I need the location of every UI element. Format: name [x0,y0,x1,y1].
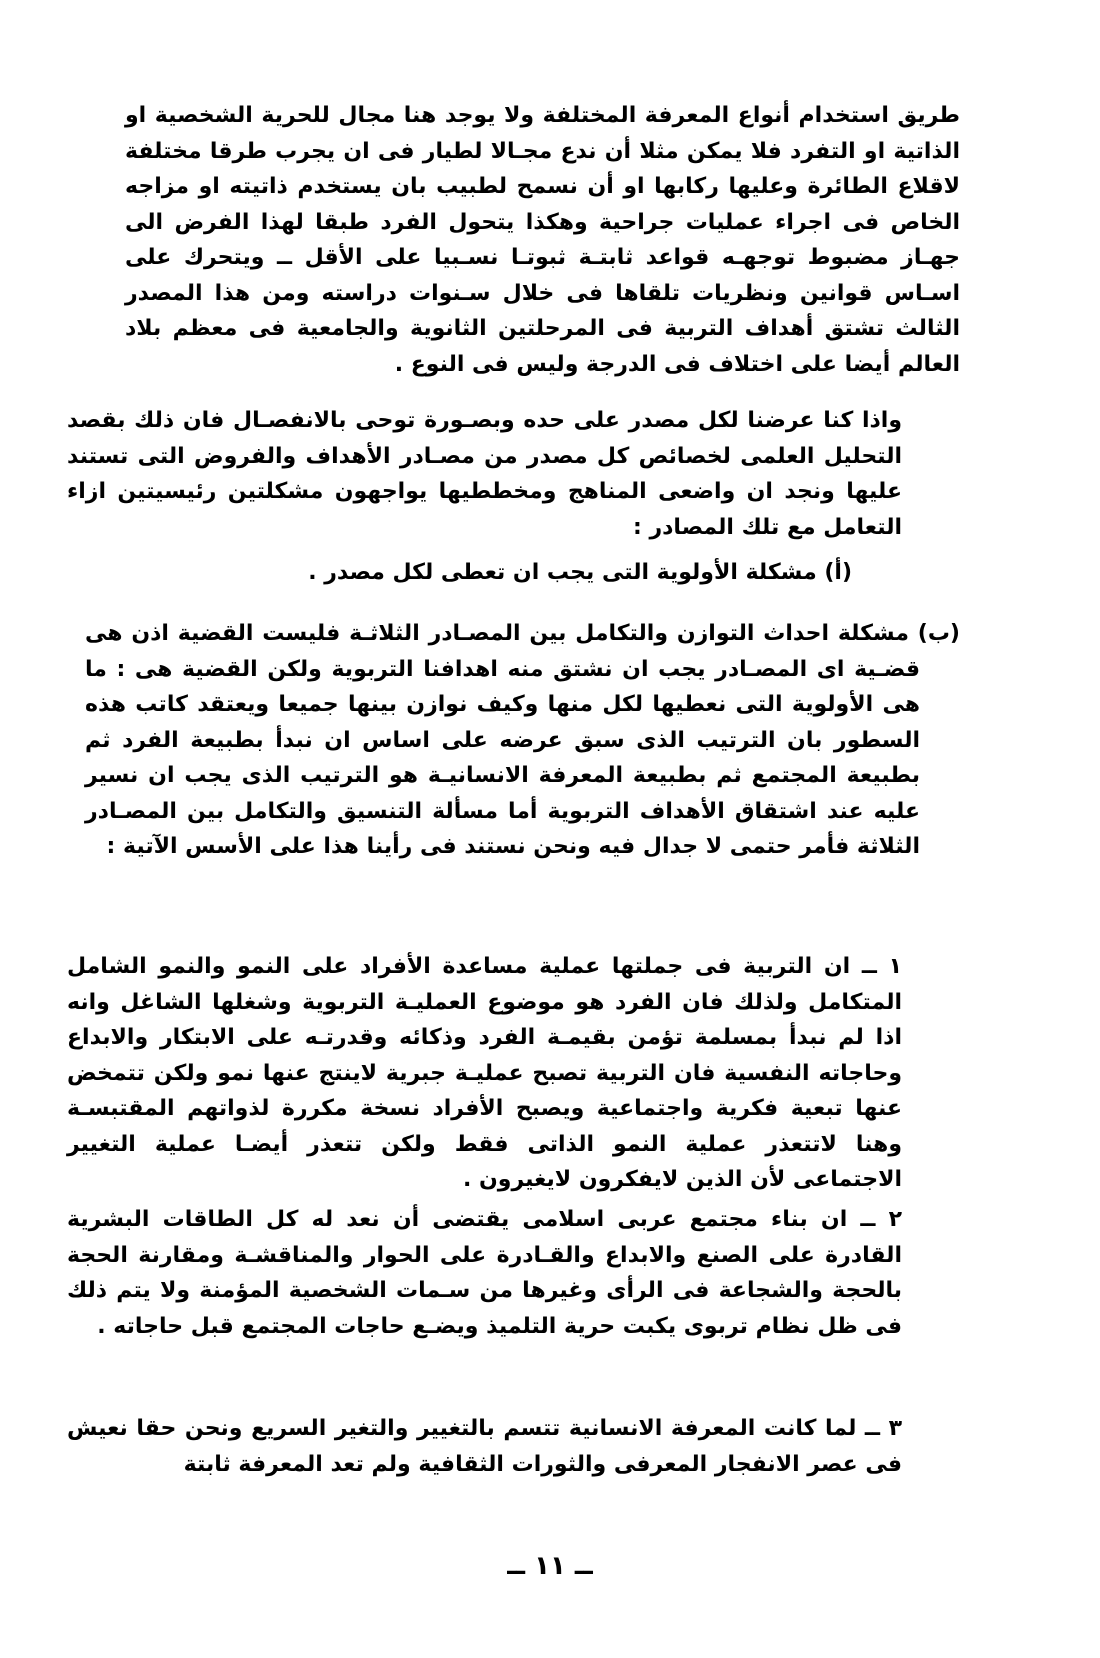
page-number: ــ ١١ ــ [507,1551,593,1581]
numbered-point-1: ١ ــ ان التربية فى جملتها عملية مساعدة الأفراد على النمو والنمو الشامل المتكامل ولذلك فان الفرد هو موضوع العمليـة التربوية وشغلها الشاغل وانه اذا لم نبدأ بمسلمة تؤمن بقيمـة الفرد وذكائه وقدرتـه على الابتكار والابداع وحاجاته النفسية فان التربية تصبح عمليـة جبرية لاينتج عنها نمو ولكن تتمخض عنها تبعية فكرية واجتماعية ويصبح الأفراد نسخة مكررة لذواتهم المقتبسـة وهنا لاتتعذر عملية النمو الذاتى فقط ولكن تتعذر أيضـا عملية التغيير الاجتماعى لأن الذين لايفكرون لايغيرون . [67,954,902,1192]
list-item-b: (ب) مشكلة احداث التوازن والتكامل بين المصـادر الثلاثـة فليست القضية اذن هى قضـية اى المصـادر يجب ان نشتق منه اهدافنا التربوية ولكن القضية هى : ما هى الأولوية التى نعطيها لكل منها وكيف نوازن بينها جميعا ويعتقد كاتب هذه السطور بان الترتيب الذى سبق عرضه على اساس ان نبدأ بطبيعة الفرد ثم بطبيعة المجتمع ثم بطبيعة المعرفة الانسانيـة هو الترتيب الذى يجب ان نسير عليه عند اشتقاق الأهداف التربوية أما مسألة التنسيق والتكامل بين المصـادر الثلاثة فأمر حتمى لا جدال فيه ونحن نستند فى رأينا هذا على الأسس الآتية : [85,621,960,859]
numbered-point-3: ٣ ــ لما كانت المعرفة الانسانية تتسم بالتغيير والتغير السريع ونحن حقا نعيش فى عصر الانفجار المعرفى والثورات الثقافية ولم تعد المعرفة ثابتة [67,1416,902,1477]
numbered-point-2: ٢ ــ ان بناء مجتمع عربى اسلامى يقتضى أن نعد له كل الطاقات البشرية القادرة على الصنع والابداع والقـادرة على الحوار والمناقشـة ومقارنة الحجة بالحجة والشجاعة فى الرأى وغيرها من سـمات الشخصية المؤمنة ولا يتم ذلك فى ظل نظام تربوى يكبت حرية التلميذ ويضـع حاجات المجتمع قبل حاجاته . [67,1207,902,1339]
paragraph-1: طريق استخدام أنواع المعرفة المختلفة ولا يوجد هنا مجال للحرية الشخصية او الذاتية او التفرد فلا يمكن مثلا أن ندع مجـالا لطيار فى ان يجرب طرقا مختلفة لاقلاع الطائرة وعليها ركابها او أن نسمح لطبيب بان يستخدم ذاتيته او مزاجه الخاص فى اجراء عمليات جراحية وهكذا يتحول الفرد طبقا لهذا الفرض الى جهـاز مضبوط توجهـه قواعد ثابتـة ثبوتـا نسـبيا على الأقل ــ ويتحرك على اسـاس قوانين ونظريات تلقاها فى خلال سـنوات دراسته ومن هذا المصدر الثالث تشتق أهداف التربية فى المرحلتين الثانوية والجامعية فى معظم بلاد العالم أيضا على اختلاف فى الدرجة وليس فى النوع . [125,103,960,377]
list-item-a: (أ) مشكلة الأولوية التى يجب ان تعطى لكل مصدر . [308,560,852,585]
paragraph-2: واذا كنا عرضنا لكل مصدر على حده وبصـورة توحى بالانفصـال فان ذلك بقصد التحليل العلمى لخصائص كل مصدر من مصـادر الأهداف والفروض التى تستند عليها ونجد ان واضعى المناهج ومخططيها يواجهون مشكلتين رئيسيتين ازاء التعامل مع تلك المصادر : [67,408,902,540]
